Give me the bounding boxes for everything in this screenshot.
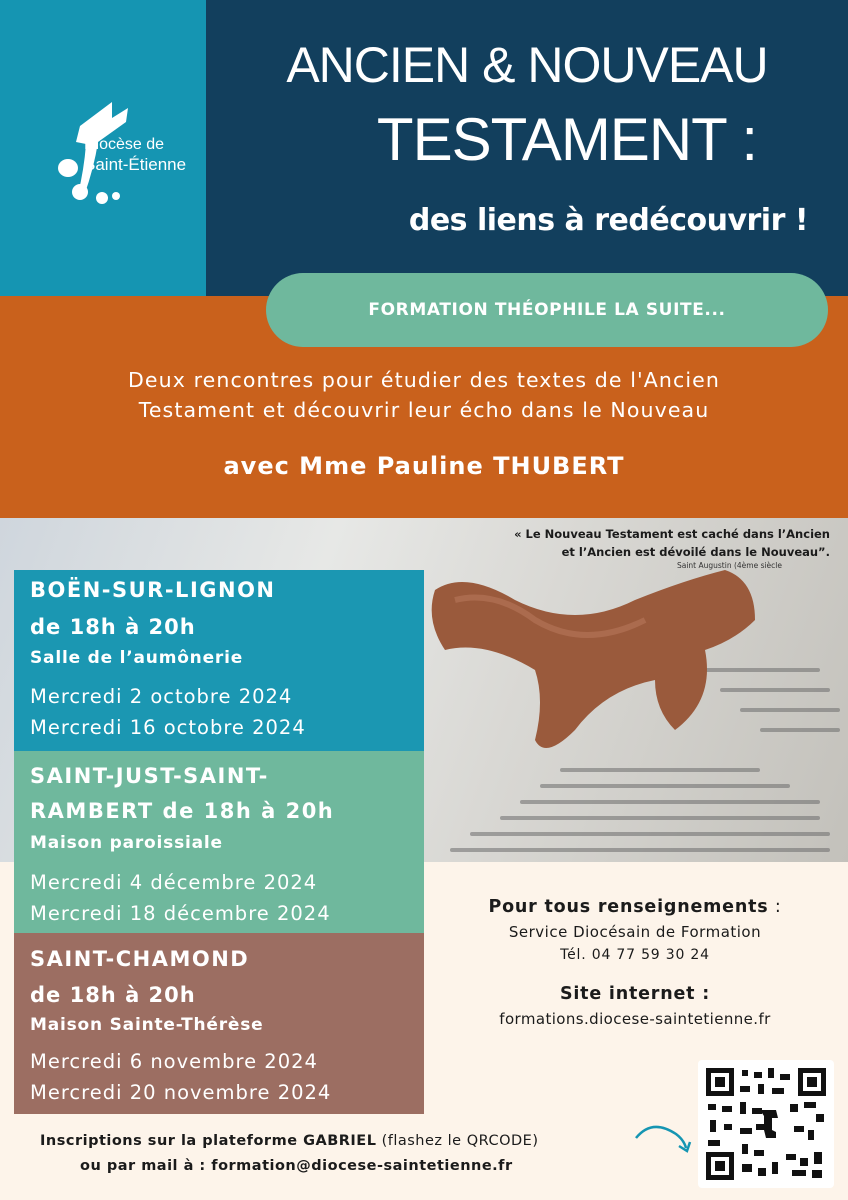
session-card (14, 570, 424, 751)
session-card (14, 751, 424, 933)
info-service: Service Diocésain de Formation (508, 923, 762, 941)
registration-email[interactable]: ou par mail à : formation@diocese-saintetienne.fr (80, 1158, 513, 1174)
title-line1: ANCIEN & NOUVEAU (286, 37, 768, 93)
intro-line1: Deux rencontres pour étudier des textes de l'Ancien (128, 368, 720, 392)
title-block (206, 0, 848, 296)
quote-line1: « Le Nouveau Testament est caché dans l’Ancien (514, 527, 830, 541)
speaker: avec Mme Pauline THUBERT (223, 452, 625, 480)
session-date: Mercredi 16 octobre 2024 (30, 716, 306, 739)
session-room: Maison paroissiale (30, 833, 223, 853)
title-subtitle: des liens à redécouvrir ! (408, 203, 808, 238)
quote-author: Saint Augustin (4ème siècle (676, 561, 782, 570)
logo-block (0, 0, 206, 296)
session-card (14, 933, 424, 1114)
intro-text (20, 366, 828, 425)
qr-code-pattern (706, 1068, 826, 1180)
augustine-quote (440, 526, 830, 562)
session-date: Mercredi 18 décembre 2024 (30, 902, 331, 925)
info-site-heading: Site internet : (559, 984, 711, 1004)
session-date: Mercredi 4 décembre 2024 (30, 871, 318, 894)
formation-pill: FORMATION THÉOPHILE LA SUITE... (266, 273, 828, 347)
registration-platform: Inscriptions sur la plateforme GABRIEL (40, 1133, 377, 1149)
curved-arrow-icon (632, 1116, 694, 1156)
session-time: de 18h à 20h (30, 615, 196, 639)
info-heading (440, 897, 830, 917)
intro-line2: Testament et découvrir leur écho dans le Nouveau (138, 397, 710, 422)
info-heading-text: Pour tous renseignements (488, 897, 769, 917)
session-place: SAINT-JUST-SAINT- (30, 764, 269, 788)
qr-code[interactable] (698, 1060, 834, 1188)
session-date: Mercredi 2 octobre 2024 (30, 685, 293, 708)
registration-line (40, 1133, 539, 1149)
info-site-link[interactable]: formations.diocese-saintetienne.fr (499, 1010, 771, 1028)
session-date: Mercredi 6 novembre 2024 (30, 1050, 318, 1073)
title-line2: TESTAMENT : (376, 106, 758, 173)
logo-line1: Diocèse de (84, 136, 165, 153)
info-heading-suffix: : (768, 897, 782, 917)
quote-line2: et l’Ancien est dévoilé dans le Nouveau”. (561, 544, 830, 559)
info-phone: Tél. 04 77 59 30 24 (560, 947, 710, 963)
registration-hint: (flashez le QRCODE) (376, 1133, 539, 1149)
clay-fish-image (425, 560, 765, 760)
session-place-time: RAMBERT de 18h à 20h (30, 799, 335, 823)
session-time: de 18h à 20h (30, 983, 196, 1007)
logo-text (84, 136, 186, 175)
session-place: BOËN-SUR-LIGNON (30, 578, 276, 602)
session-date: Mercredi 20 novembre 2024 (30, 1081, 332, 1104)
logo-line2: Saint-Étienne (84, 154, 187, 174)
session-room: Salle de l’aumônerie (30, 648, 244, 668)
session-room: Maison Sainte-Thérèse (30, 1015, 264, 1035)
session-place: SAINT-CHAMOND (30, 947, 250, 971)
